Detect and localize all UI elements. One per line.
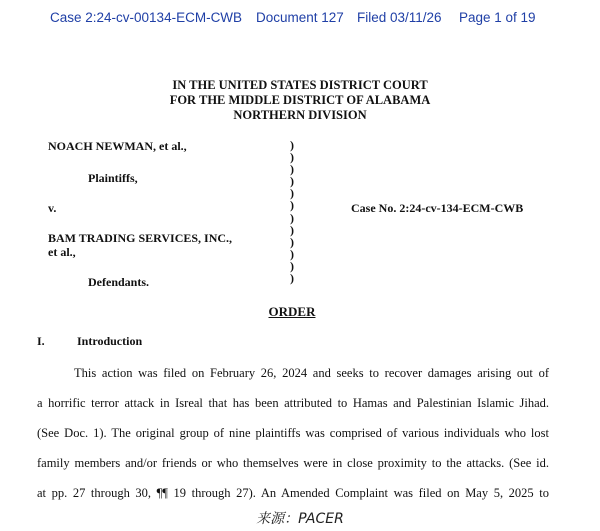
paragraph-line: This action was filed on February 26, 2024 and seeks to recover damages arising out of: [74, 366, 549, 380]
source-caption: 来源：PACER: [256, 511, 344, 527]
paragraph-line: at pp. 27 through 30, ¶¶ 19 through 27). An Amended Complaint was filed on May 5, 2025 to: [37, 486, 549, 500]
paragraph-line: (See Doc. 1). The original group of nine plaintiffs was comprised of various individuals who lost: [37, 426, 549, 440]
introduction-paragraph: [37, 358, 549, 508]
order-title: ORDER: [268, 304, 316, 319]
header-case-number: Case 2:24-cv-00134-ECM-CWB: [50, 10, 243, 25]
court-line-2: FOR THE MIDDLE DISTRICT OF ALABAMA: [169, 93, 431, 107]
case-number: Case No. 2:24-cv-134-ECM-CWB: [351, 201, 524, 215]
court-line-1: IN THE UNITED STATES DISTRICT COURT: [172, 78, 428, 92]
section-number: I.: [37, 334, 45, 348]
paragraph-line: family members and/or friends or who themselves were in close proximity to the attacks. (See id.: [37, 456, 549, 470]
plaintiff-name: NOACH NEWMAN, et al.,: [48, 139, 187, 153]
defendant-name-line-1: BAM TRADING SERVICES, INC.,: [48, 231, 233, 245]
header-page-number: Page 1 of 19: [459, 10, 536, 25]
header-document-number: Document 127: [256, 10, 344, 25]
paragraph-line: a horrific terror attack in Isreal that has been attributed to Hamas and Palestinian Islamic Jihad.: [37, 396, 549, 410]
court-heading: [0, 78, 600, 123]
court-line-3: NORTHERN DIVISION: [233, 108, 367, 122]
section-heading: Introduction: [77, 334, 143, 348]
versus-label: v.: [48, 201, 57, 215]
header-filed-date: Filed 03/11/26: [357, 10, 442, 25]
caption-parentheses: ) ) ) ) ) ) ) ) ) ) ) ): [290, 138, 294, 286]
defendant-name-line-2: et al.,: [48, 245, 76, 259]
plaintiffs-label: Plaintiffs,: [88, 171, 138, 185]
defendants-label: Defendants.: [88, 275, 150, 289]
